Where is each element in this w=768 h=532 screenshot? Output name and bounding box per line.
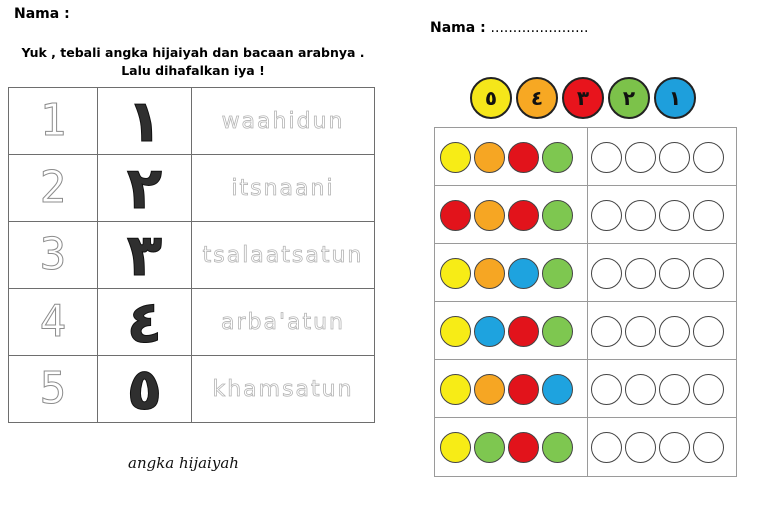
latin-digit-trace-cell [9,88,98,155]
arabic-numeral: ٤ [126,288,163,356]
colored-circle [474,200,505,231]
arabic-word-trace-cell [192,289,375,356]
colored-circle [508,374,539,405]
empty-circle[interactable] [591,200,622,231]
arabic-word-trace-cell [192,356,375,423]
empty-circle-set [591,374,724,405]
empty-circle[interactable] [591,432,622,463]
empty-circle[interactable] [659,374,690,405]
arabic-word-trace: tsalaatsatun [202,242,364,268]
colored-circle [508,200,539,231]
legend-circle: ٢ [608,77,650,119]
colored-circle [542,316,573,347]
empty-circle-set [591,432,724,463]
arabic-numeral-cell [98,222,192,289]
latin-digit-trace: 5 [39,363,67,414]
colored-circle [542,432,573,463]
colored-circle-set [440,258,573,289]
empty-circle-set [591,142,724,173]
empty-circle-set [591,316,724,347]
colored-circle [440,142,471,173]
empty-circle[interactable] [693,316,724,347]
colored-circle [508,432,539,463]
colored-circle [542,200,573,231]
instruction-line-2: Lalu dihafalkan iya ! [121,63,265,78]
empty-circle[interactable] [591,374,622,405]
right-name-label: Nama : [430,20,486,36]
latin-digit-trace-cell [9,289,98,356]
arabic-numeral-cell [98,356,192,423]
number-row [9,356,375,423]
arabic-word-trace: waahidun [221,108,345,134]
empty-circle[interactable] [659,200,690,231]
colored-circle [440,200,471,231]
instruction-line-1: Yuk , tebali angka hijaiyah dan bacaan arabnya . [21,45,365,60]
latin-digit-trace: 3 [39,229,67,280]
latin-digit-trace-cell [9,222,98,289]
colored-circle-set [440,432,573,463]
colored-circle-set [440,142,573,173]
arabic-word-trace: itsnaani [231,175,335,201]
latin-digit-trace: 1 [39,95,67,146]
empty-circle-set [591,258,724,289]
counting-row [435,360,736,418]
arabic-word-trace: khamsatun [212,376,354,402]
legend-circle: ١ [654,77,696,119]
colored-circle [474,374,505,405]
number-row [9,88,375,155]
colored-circle [508,258,539,289]
colored-circle [440,258,471,289]
arabic-numeral-cell [98,289,192,356]
arabic-numeral-cell [98,155,192,222]
counting-row [435,302,736,360]
colored-circle [474,258,505,289]
arabic-numeral: ١ [126,87,163,155]
colored-circle [542,374,573,405]
colored-circle-set [440,316,573,347]
colored-circle [542,142,573,173]
number-row [9,222,375,289]
arabic-word-trace-cell [192,88,375,155]
arabic-numeral: ٥ [126,355,163,423]
empty-circle[interactable] [625,142,656,173]
empty-circle[interactable] [625,200,656,231]
colored-circle [474,142,505,173]
latin-digit-trace-cell [9,155,98,222]
arabic-word-trace-cell [192,155,375,222]
empty-circle[interactable] [625,374,656,405]
legend-circle: ٤ [516,77,558,119]
latin-digit-trace: 2 [39,162,67,213]
empty-circle[interactable] [625,258,656,289]
colored-circle [474,316,505,347]
empty-circle[interactable] [693,200,724,231]
empty-circle[interactable] [591,316,622,347]
empty-circle[interactable] [659,258,690,289]
legend-circle: ٥ [470,77,512,119]
color-counting-grid [434,127,737,477]
counting-row [435,186,736,244]
colored-circle [440,432,471,463]
arabic-word-trace: arba'atun [220,309,345,335]
number-row [9,155,375,222]
empty-circle[interactable] [693,432,724,463]
colored-circle [508,142,539,173]
empty-circle[interactable] [693,374,724,405]
empty-circle[interactable] [659,142,690,173]
empty-circle[interactable] [693,258,724,289]
colored-circle [542,258,573,289]
colored-circle [440,316,471,347]
colored-circle [440,374,471,405]
instruction-text [12,44,374,80]
left-name-label: Nama : [14,6,70,22]
empty-circle[interactable] [693,142,724,173]
color-legend [470,77,696,121]
arabic-numeral: ٢ [126,154,163,222]
caption-text: angka hijaiyah [128,454,239,472]
right-name-line [430,20,588,36]
empty-circle[interactable] [591,258,622,289]
empty-circle[interactable] [659,316,690,347]
name-blank: ...................... [490,20,589,36]
empty-circle[interactable] [659,432,690,463]
empty-circle[interactable] [625,316,656,347]
empty-circle[interactable] [625,432,656,463]
empty-circle-set [591,200,724,231]
empty-circle[interactable] [591,142,622,173]
colored-circle-set [440,200,573,231]
latin-digit-trace: 4 [39,296,67,347]
arabic-numeral-cell [98,88,192,155]
number-tracing-table [8,87,375,423]
counting-row [435,244,736,302]
colored-circle-set [440,374,573,405]
legend-circle: ٣ [562,77,604,119]
arabic-numeral: ٣ [126,221,163,289]
counting-row [435,418,736,475]
latin-digit-trace-cell [9,356,98,423]
number-row [9,289,375,356]
counting-row [435,128,736,186]
arabic-word-trace-cell [192,222,375,289]
colored-circle [474,432,505,463]
colored-circle [508,316,539,347]
